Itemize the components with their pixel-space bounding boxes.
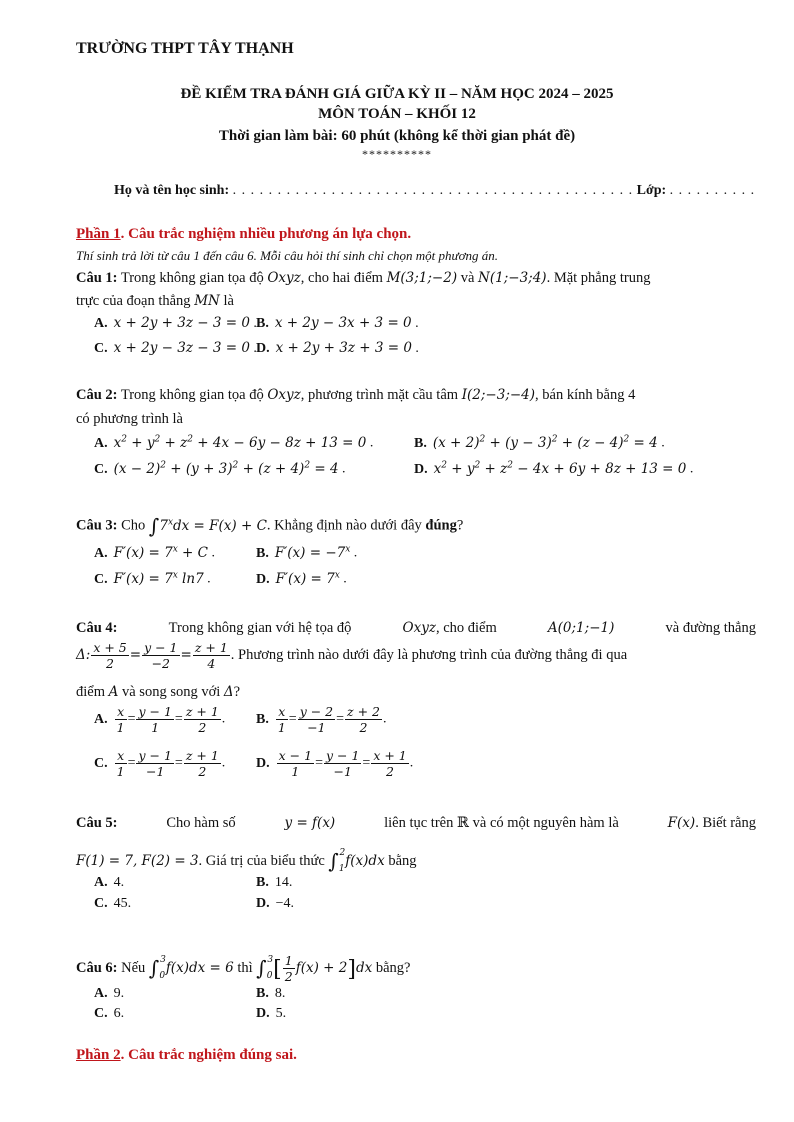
q6-text: thì	[237, 960, 253, 976]
q6-label: Câu 6:	[76, 960, 118, 976]
part1-label: Phần 1	[76, 226, 121, 242]
q1-text: là	[223, 293, 234, 309]
q2-option-b[interactable]: B. $(x + 2)^2 + (y - 3)^2 + (z - 4)^2 = 4$ .	[414, 434, 665, 451]
q6-text: Nếu	[121, 960, 146, 976]
q6-option-c[interactable]	[94, 1006, 124, 1022]
q3-option-b[interactable]: B. $F'(x) = -7^x$ .	[256, 544, 358, 561]
option-letter: D.	[256, 896, 270, 911]
q5-option-a[interactable]	[94, 875, 124, 891]
q4-text: và đường thẳng	[665, 620, 756, 636]
part2-heading	[76, 1047, 297, 1064]
option-letter: C.	[94, 896, 108, 911]
time-limit: Thời gian làm bài: 60 phút (không kể thời gian phát đề)	[218, 128, 576, 144]
q2-option-a[interactable]: A. $x^2 + y^2 + z^2 + 4x - 6y - 8z + 13 = 0$ .	[94, 434, 374, 451]
q4-option-c[interactable]: C. $\frac{x}{1}$ = $\frac{y - 1}{-1}$ = $\frac{z + 1}{2}$ .	[94, 748, 226, 779]
q1-option-d[interactable]: D. x + 2y + 3z + 3 = 0 .	[256, 340, 419, 356]
option-letter: B.	[256, 545, 269, 561]
question-2-line2: có phương trình là	[76, 411, 183, 427]
option-letter: B.	[256, 986, 269, 1001]
q2-label: Câu 2:	[76, 387, 118, 403]
q2-text: , bán kính bằng 4	[535, 387, 636, 403]
option-letter: A.	[94, 875, 108, 890]
subject-title: MÔN TOÁN – KHỐI 12	[318, 106, 476, 122]
q1-option-b[interactable]: B. x + 2y − 3x + 3 = 0 .	[256, 315, 419, 331]
q1-option-c-text: x + 2y − 3z − 3 = 0	[113, 340, 250, 356]
q5-text: bằng	[388, 853, 417, 869]
q5-option-c[interactable]	[94, 896, 131, 912]
question-6: Câu 6: Nếu $\int_0^3f(x)dx = 6$ thì $\int_0^3$[ $\frac{1}{2}$ f(x) + 2]dx bằng?	[76, 953, 411, 984]
question-2-line1	[76, 384, 635, 406]
q4-option-a[interactable]: A. $\frac{x}{1}$ = $\frac{y - 1}{1}$ = $\frac{z + 1}{2}$ .	[94, 704, 226, 735]
q2-math-oxyz: Oxyz	[267, 387, 301, 403]
q2-text: Trong không gian tọa độ	[120, 387, 264, 403]
student-name-label: Họ và tên học sinh:	[114, 183, 230, 198]
q3-text: Cho	[121, 517, 146, 534]
part2-label: Phần 2	[76, 1047, 121, 1063]
option-letter: A.	[94, 986, 108, 1001]
q3-text: . Khẳng định nào dưới đây	[266, 517, 422, 534]
q4-option-b[interactable]: B. $\frac{x}{1}$ = $\frac{y - 2}{-1}$ = $\frac{z + 2}{2}$ .	[256, 704, 387, 735]
part1-title: . Câu trắc nghiệm nhiều phương án lựa chọn.	[120, 226, 412, 242]
q6-option-c-text: 6.	[113, 1006, 125, 1021]
q5-option-d[interactable]	[256, 896, 294, 912]
q4-math-A: A	[108, 684, 119, 700]
option-letter: C.	[94, 1006, 108, 1021]
option-letter: C.	[94, 461, 108, 477]
q4-math-oxyz: Oxyz	[402, 620, 436, 636]
question-1-line2	[76, 290, 234, 312]
q6-text: bằng?	[375, 960, 411, 976]
q5-math-F: F(x)	[667, 815, 696, 831]
q5-option-a-text: 4.	[113, 875, 125, 890]
q5-option-b[interactable]	[256, 875, 292, 891]
option-letter: A.	[94, 711, 108, 727]
q5-math-values: F(1) = 7, F(2) = 3	[76, 853, 199, 869]
q5-text: Cho hàm số	[166, 815, 236, 831]
q3-option-c[interactable]: C. $F'(x) = 7^x$ ln7 .	[94, 570, 211, 587]
q3-emphasis: đúng	[425, 517, 457, 534]
option-letter: D.	[414, 461, 428, 477]
q5-text: liên tục trên ℝ và có một nguyên hàm là	[384, 815, 619, 831]
q5-option-c-text: 45.	[113, 896, 132, 911]
q6-option-d[interactable]	[256, 1006, 286, 1022]
q1-math-N: N(1;−3;4)	[478, 270, 547, 286]
question-4-line1	[76, 617, 756, 639]
q4-label: Câu 4:	[76, 620, 118, 636]
q6-option-a-text: 9.	[113, 986, 125, 1001]
option-letter: B.	[256, 316, 269, 331]
option-letter: C.	[94, 755, 108, 771]
q1-text: và	[460, 270, 475, 286]
q4-text: Trong không gian với hệ tọa độ	[168, 620, 352, 636]
q5-math-y: y = f(x)	[284, 815, 336, 831]
q3-label: Câu 3:	[76, 517, 118, 534]
q2-text: , phương trình mặt cầu tâm	[300, 387, 459, 403]
q4-text: và song song với	[122, 684, 221, 700]
q4-math-delta: Δ	[223, 684, 234, 700]
q6-option-a[interactable]	[94, 986, 124, 1002]
q3-text: ?	[456, 517, 464, 534]
q1-math-MN: MN	[194, 293, 220, 309]
separator-stars: **********	[362, 147, 432, 161]
q5-option-d-text: −4.	[275, 896, 295, 911]
option-letter: D.	[256, 755, 270, 771]
q1-text: Trong không gian tọa độ	[120, 270, 264, 286]
option-letter: A.	[94, 316, 108, 331]
part2-title: . Câu trắc nghiệm đúng sai.	[120, 1047, 297, 1063]
q1-option-a-text: x + 2y + 3z − 3 = 0	[113, 315, 250, 331]
option-letter: B.	[414, 435, 427, 451]
question-5-line2: F(1) = 7, F(2) = 3. Giá trị của biểu thức $\int_1^2f(x)dx$ bằng	[76, 848, 417, 874]
part1-heading	[76, 226, 411, 243]
option-letter: C.	[94, 571, 108, 587]
q1-label: Câu 1:	[76, 270, 118, 286]
q6-option-b-text: 8.	[274, 986, 286, 1001]
student-line: Họ và tên học sinh: . . . . . . . . . . . . . . . . . . . . . . . . . . . . . . . . . . . . . . . . . . . . . Lớp: . . . . . . . . . .	[114, 183, 756, 198]
q1-text: trực của đoạn thẳng	[76, 293, 191, 309]
q1-math-M: M(3;1;−2)	[386, 270, 458, 286]
q2-option-c[interactable]: C. $(x - 2)^2 + (y + 3)^2 + (z + 4)^2 = 4$ .	[94, 460, 346, 477]
q1-text: , cho hai điểm	[300, 270, 383, 286]
question-4-line3	[76, 681, 240, 703]
question-5-line1	[76, 812, 756, 834]
q1-option-a[interactable]: A. x + 2y + 3z − 3 = 0 .	[94, 315, 257, 331]
q4-text: . Phương trình nào dưới đây là phương trình của đường thẳng đi qua	[230, 646, 628, 663]
q1-math-oxyz: Oxyz	[267, 270, 301, 286]
q4-text: điểm	[76, 684, 105, 700]
q6-option-b[interactable]	[256, 986, 285, 1002]
q5-option-b-text: 14.	[274, 875, 293, 890]
q2-option-d[interactable]: D. $x^2 + y^2 + z^2 - 4x + 6y + 8z + 13 = 0$ .	[414, 460, 694, 477]
q6-option-d-text: 5.	[275, 1006, 287, 1021]
q4-text: , cho điểm	[435, 620, 497, 636]
q3-option-a[interactable]: A. $F'(x) = 7^x + C$ .	[94, 544, 215, 561]
option-letter: A.	[94, 435, 108, 451]
option-letter: B.	[256, 711, 269, 727]
school-name: TRƯỜNG THPT TÂY THẠNH	[76, 40, 294, 57]
q3-option-d[interactable]: D. $F'(x) = 7^x$ .	[256, 570, 347, 587]
q5-label: Câu 5:	[76, 815, 118, 831]
option-letter: D.	[256, 571, 270, 587]
option-letter: D.	[256, 341, 270, 356]
question-4-line2: Δ: $\frac{x + 5}{2}$ = $\frac{y - 1}{-2}$ = $\frac{z + 1}{4}$ . Phương trình nào dưới đây là phương trình của đường thẳng đi qua	[76, 640, 628, 671]
q4-math-A: A(0;1;−1)	[547, 620, 615, 636]
q2-math-I: I(2;−3;−4)	[461, 387, 536, 403]
option-letter: B.	[256, 875, 269, 890]
q1-option-c[interactable]: C. x + 2y − 3z − 3 = 0 .	[94, 340, 257, 356]
q5-text: . Biết rằng	[695, 815, 756, 831]
q4-option-d[interactable]: D. $\frac{x - 1}{1}$ = $\frac{y - 1}{-1}$ = $\frac{x + 1}{2}$ .	[256, 748, 414, 779]
q4-text: ?	[233, 684, 241, 700]
question-3: Câu 3: Cho $\int 7^xdx = F(x) + C$. Khẳng định nào dưới đây đúng?	[76, 513, 464, 538]
part1-instruction: Thí sinh trả lời từ câu 1 đến câu 6. Mỗi câu hỏi thí sinh chỉ chọn một phương án.	[76, 248, 499, 263]
q1-option-d-text: x + 2y + 3z + 3 = 0	[275, 340, 412, 356]
q1-text: . Mặt phẳng trung	[546, 270, 651, 286]
option-letter: D.	[256, 1006, 270, 1021]
q5-text: . Giá trị của biểu thức	[198, 853, 325, 869]
option-letter: C.	[94, 341, 108, 356]
class-label: Lớp:	[636, 183, 667, 198]
exam-title: ĐỀ KIỂM TRA ĐÁNH GIÁ GIỮA KỲ II – NĂM HỌC 2024 – 2025	[180, 86, 614, 102]
q1-option-b-text: x + 2y − 3x + 3 = 0	[274, 315, 412, 331]
option-letter: A.	[94, 545, 108, 561]
question-1-line1	[76, 267, 650, 289]
